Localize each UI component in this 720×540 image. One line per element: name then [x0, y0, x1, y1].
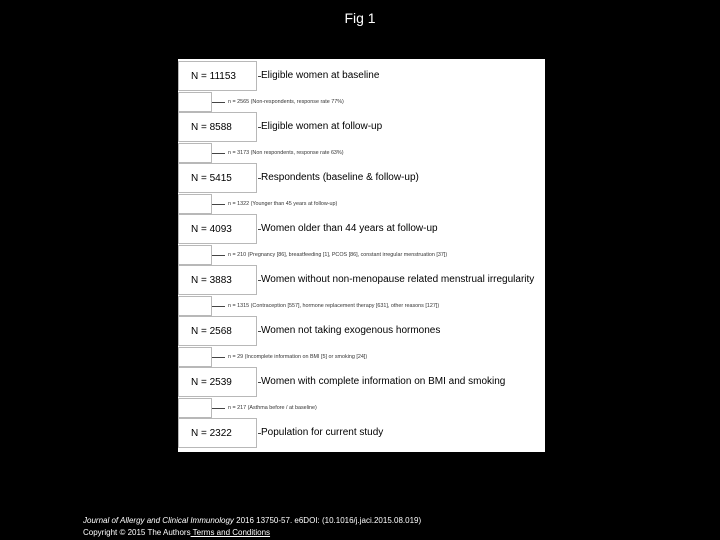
exclusion-text: n = 3173 (Non respondents, response rate 63%) — [228, 150, 344, 156]
exclusion-connector — [212, 255, 225, 256]
step-count-box: N = 2568 — [178, 316, 257, 346]
step-label: Eligible women at baseline — [261, 70, 380, 81]
flowchart — [178, 59, 545, 452]
exclusion-connector — [212, 153, 225, 154]
exclusion-connector — [212, 102, 225, 103]
step-label: Women without non-menopause related menstrual irregularity — [261, 274, 535, 285]
exclusion-box — [178, 347, 212, 367]
exclusion-text: n = 2565 (Non-respondents, response rate 77%) — [228, 99, 344, 105]
exclusion-connector — [212, 357, 225, 358]
figure-title: Fig 1 — [344, 10, 376, 26]
copyright — [83, 528, 270, 538]
exclusion-text: n = 1315 (Contraception [557], hormone replacement therapy [631], other reasons [127]) — [228, 303, 440, 309]
step-count-box: N = 5415 — [178, 163, 257, 193]
step-count-box: N = 2539 — [178, 367, 257, 397]
exclusion-connector — [212, 204, 225, 205]
step-count-box: N = 4093 — [178, 214, 257, 244]
exclusion-box — [178, 398, 212, 418]
exclusion-box — [178, 296, 212, 316]
exclusion-text: n = 29 (Incomplete information on BMI [5] or smoking [24]) — [228, 354, 368, 360]
exclusion-text: n = 210 (Pregnancy [86], breastfeeding [1], PCOS [86], constant irregular menstruation [37]) — [228, 252, 448, 258]
journal-name: Journal of Allergy and Clinical Immunology — [83, 516, 234, 525]
exclusion-text: n = 217 (Asthma before / at baseline) — [228, 405, 317, 411]
exclusion-connector — [212, 408, 225, 409]
exclusion-box — [178, 245, 212, 265]
step-label: Women with complete information on BMI and smoking — [261, 376, 506, 387]
terms-and-conditions-link[interactable]: Terms and Conditions — [190, 528, 271, 537]
step-count-box: N = 3883 — [178, 265, 257, 295]
step-count-box: N = 11153 — [178, 61, 257, 91]
step-count-box: N = 8588 — [178, 112, 257, 142]
exclusion-text: n = 1322 (Younger than 45 years at follow-up) — [228, 201, 338, 207]
citation — [83, 516, 421, 526]
step-label: Women not taking exogenous hormones — [261, 325, 441, 336]
step-label: Respondents (baseline & follow-up) — [261, 172, 419, 183]
exclusion-box — [178, 92, 212, 112]
copyright-text: Copyright © 2015 The Authors — [83, 528, 191, 537]
exclusion-connector — [212, 306, 225, 307]
citation-details: 2016 13750-57. e6DOI: (10.1016/j.jaci.2015.08.019) — [233, 516, 422, 525]
step-label: Eligible women at follow-up — [261, 121, 383, 132]
step-label: Population for current study — [261, 427, 384, 438]
exclusion-box — [178, 143, 212, 163]
step-count-box: N = 2322 — [178, 418, 257, 448]
exclusion-box — [178, 194, 212, 214]
step-label: Women older than 44 years at follow-up — [261, 223, 438, 234]
